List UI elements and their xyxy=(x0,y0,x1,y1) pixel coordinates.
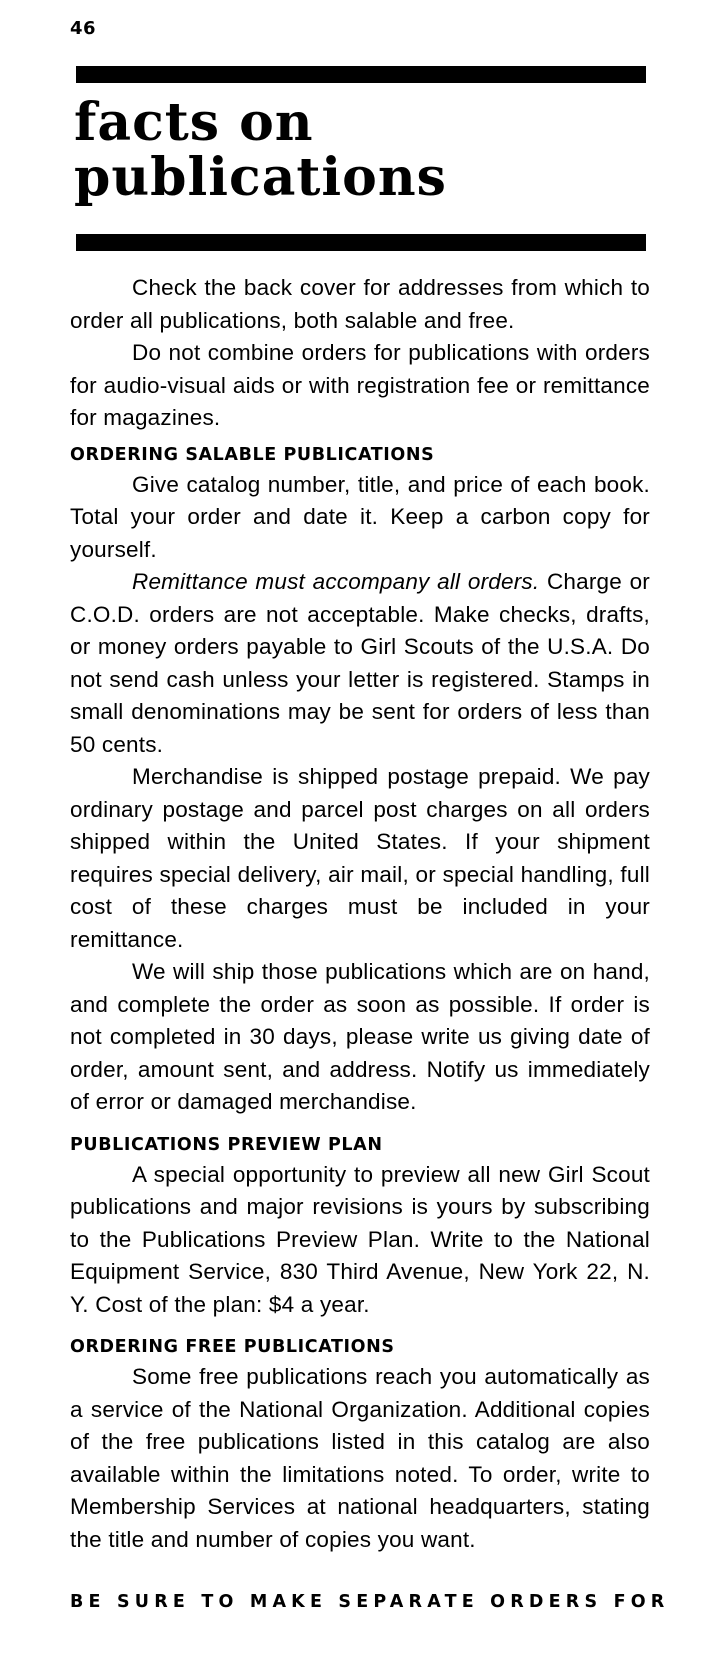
preview-plan-paragraph-1: A special opportunity to preview all new Girl Scout publications and major revisions is yours by subscribing to the Publications Preview Plan. Write to the National Equipment Service, 830 Third Avenue, New York 22, N. Y. Cost of the plan: $4 a year. xyxy=(70,1161,650,1317)
page-title-line-1: facts on xyxy=(74,92,314,153)
page-title xyxy=(74,92,654,208)
salable-paragraph-2 xyxy=(70,566,650,761)
section-heading-ordering-free: ORDERING FREE PUBLICATIONS xyxy=(70,1337,395,1357)
intro-paragraph-2: Do not combine orders for publications with orders for audio-visual aids or with registration fee or remittance for magazines. xyxy=(70,340,650,430)
salable-paragraph-4: We will ship those publications which are on hand, and complete the order as soon as possible. If order is not completed in 30 days, please write us giving date of order, amount sent, and address. Notify us immediately of error or damaged merchandise. xyxy=(70,959,650,1114)
salable-paragraph-3: Merchandise is shipped postage prepaid. We pay ordinary postage and parcel post charges on all orders shipped within the United States. If your shipment requires special delivery, air mail, or special handling, full cost of these charges must be included in your remittance. xyxy=(70,764,650,952)
page-number: 46 xyxy=(70,18,97,39)
remittance-rest: Charge or C.O.D. orders are not acceptable. Make checks, drafts, or money orders payable to Girl Scouts of the U.S.A. Do not send cash unless your letter is registered. Stamps in small denominations may be sent for orders of less than 50 cents. xyxy=(70,569,650,757)
bottom-rule-bar xyxy=(76,234,646,251)
intro-paragraph-1: Check the back cover for addresses from which to order all publications, both salable and free. xyxy=(70,275,650,333)
top-rule-bar xyxy=(76,66,646,83)
salable-paragraph-1: Give catalog number, title, and price of each book. Total your order and date it. Keep a carbon copy for yourself. xyxy=(70,471,650,562)
footer-note: BE SURE TO MAKE SEPARATE ORDERS FOR xyxy=(70,1592,670,1612)
section-heading-ordering-salable: ORDERING SALABLE PUBLICATIONS xyxy=(70,444,435,465)
page-title-line-2: publications xyxy=(74,147,447,208)
remittance-italic-lead: Remittance must accompany all orders. xyxy=(132,569,540,594)
free-publications-paragraph-1: Some free publications reach you automatically as a service of the National Organization. Additional copies of the free publications listed in this catalog are also available within the limitations noted. To order, write to Membership Services at national headquarters, stating the title and number of copies you want. xyxy=(70,1364,650,1552)
body-content xyxy=(70,272,650,1556)
section-heading-preview-plan: PUBLICATIONS PREVIEW PLAN xyxy=(70,1134,383,1155)
